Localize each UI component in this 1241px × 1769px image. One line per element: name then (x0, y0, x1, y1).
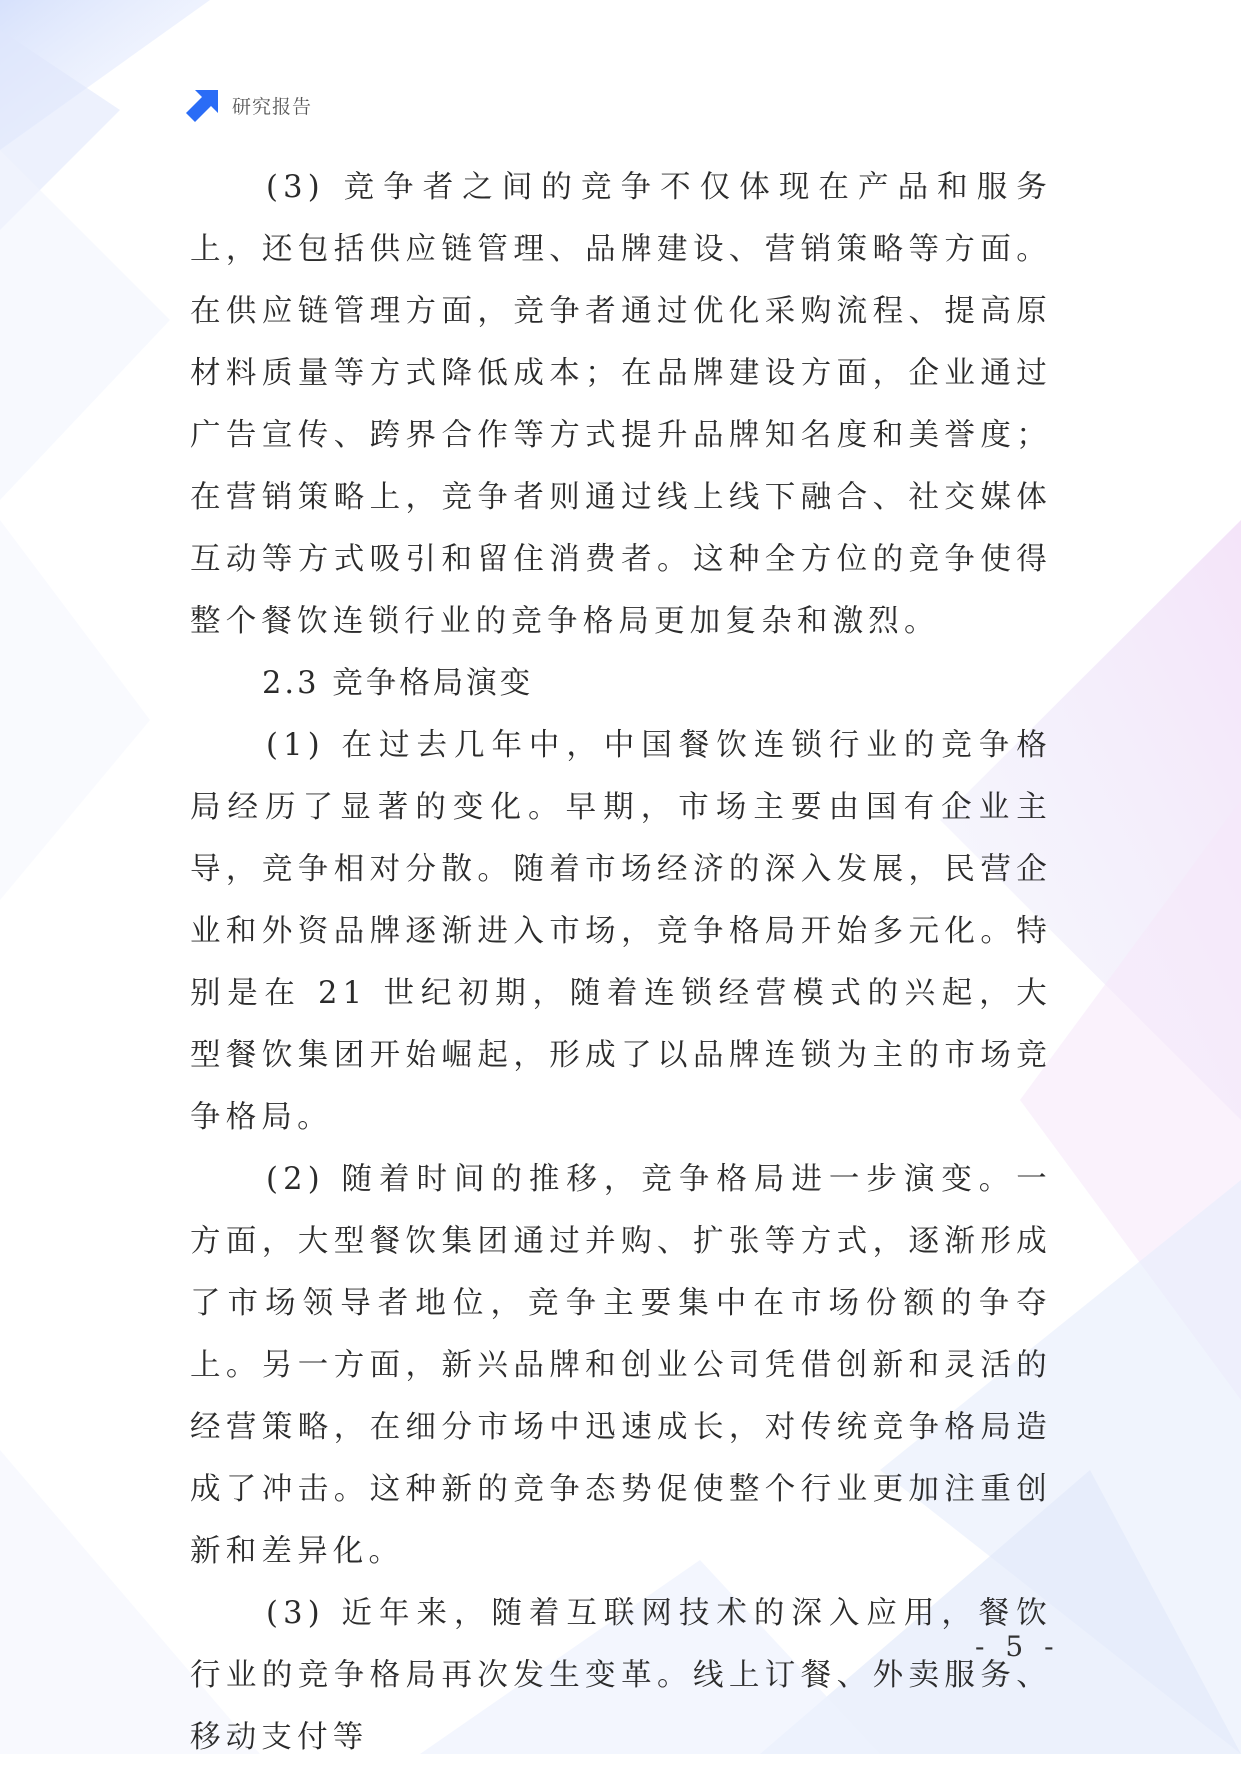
paragraph-competition-dimensions: (3) 竞争者之间的竞争不仅体现在产品和服务上，还包括供应链管理、品牌建设、营销策略等方面。在供应链管理方面，竞争者通过优化采购流程、提高原材料质量等方式降低成本；在品牌建设方面，企业通过广告宣传、跨界合作等方式提升品牌知名度和美誉度；在营销策略上，竞争者则通过线上线下融合、社交媒体互动等方式吸引和留住消费者。这种全方位的竞争使得整个餐饮连锁行业的竞争格局更加复杂和激烈。 (190, 170, 1052, 639)
paragraph-1: (1) 在过去几年中，中国餐饮连锁行业的竞争格局经历了显著的变化。早期，市场主要由国有企业主导，竞争相对分散。随着市场经济的深入发展，民营企业和外资品牌逐渐进入市场，竞争格局开始多元化。特别是在 21 世纪初期，随着连锁经营模式的兴起，大型餐饮集团开始崛起，形成了以品牌连锁为主的市场竞争格局。 (190, 728, 1052, 1135)
section-heading: 2.3 竞争格局演变 (262, 666, 534, 701)
paragraph-3: (3) 近年来，随着互联网技术的深入应用，餐饮行业的竞争格局再次发生变革。线上订餐、外卖服务、移动支付等 (190, 1596, 1052, 1755)
report-header (186, 88, 312, 122)
paragraph-2: (2) 随着时间的推移，竞争格局进一步演变。一方面，大型餐饮集团通过并购、扩张等方式，逐渐形成了市场领导者地位，竞争主要集中在市场份额的争夺上。另一方面，新兴品牌和创业公司凭借创新和灵活的经营策略，在细分市场中迅速成长，对传统竞争格局造成了冲击。这种新的竞争态势促使整个行业更加注重创新和差异化。 (190, 1162, 1052, 1569)
arrow-up-right-icon (186, 88, 220, 122)
page-number: - 5 - (975, 1630, 1060, 1663)
document-body (190, 157, 1052, 1769)
header-title: 研究报告 (232, 95, 313, 118)
